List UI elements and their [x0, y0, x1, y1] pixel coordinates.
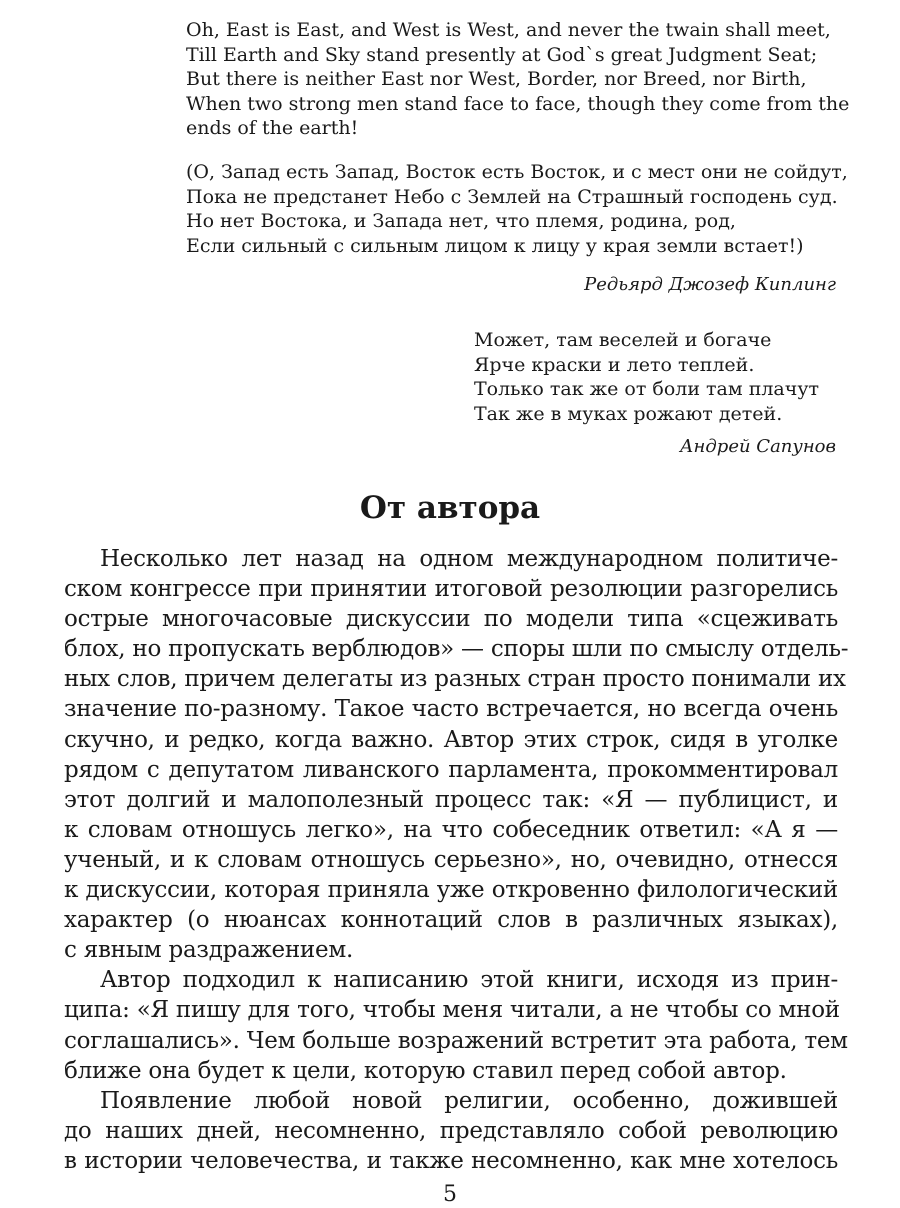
section-heading: От автора	[359, 490, 541, 526]
poem-line: Так же в муках рожают детей.	[474, 402, 783, 425]
text-line: этот долгий и малополезный процесс так: «Я — публицист, и	[64, 786, 838, 813]
text-line: Несколько лет назад на одном международном политиче-	[100, 546, 838, 572]
poem-line: But there is neither East nor West, Border, nor Breed, nor Birth,	[186, 68, 807, 91]
text-line: блох, но пропускать верблюдов» — споры шли по смыслу отдель-	[64, 636, 849, 663]
poem-line: Till Earth and Sky stand presently at God`s great Judgment Seat;	[186, 43, 818, 66]
poem-line: Может, там веселей и богаче	[474, 329, 772, 351]
paragraph-1	[64, 544, 849, 965]
poem-line: When two strong men stand face to face, though they come from the	[186, 92, 850, 115]
text-line: ближе она будет к цели, которую ставил перед собой автор.	[64, 1057, 787, 1084]
poem-line: Только так же от боли там плачут	[474, 378, 820, 401]
poem-line: ends of the earth!	[186, 117, 359, 140]
epigraph-author-sapunov: Андрей Сапунов	[679, 436, 836, 457]
stanza-gap	[186, 141, 836, 160]
text-line: ципа: «Я пишу для того, чтобы меня читали, а не чтобы со мной	[64, 997, 840, 1024]
text-line: ных слов, причем делегаты из разных стран просто понимали их	[64, 666, 846, 693]
text-line: острые многочасовые дискуссии по модели типа «сцеживать	[64, 606, 838, 633]
epigraph-kipling	[186, 18, 850, 258]
poem-line: Если сильный с сильным лицом к лицу у края земли встает!)	[186, 234, 804, 257]
text-line: ском конгрессе при принятии итоговой резолюции разгорелись	[64, 576, 838, 603]
poem-line: Пока не предстанет Небо с Землей на Страшный господень суд.	[186, 185, 838, 208]
epigraph-sapunov	[474, 328, 854, 426]
poem-line: Ярче краски и лето теплей.	[474, 353, 755, 376]
text-line: скучно, и редко, когда важно. Автор этих строк, сидя в уголке	[64, 726, 838, 753]
body-text	[64, 544, 849, 1176]
text-line: Автор подходил к написанию этой книги, исходя из прин-	[100, 967, 838, 994]
text-line: Появление любой новой религии, особенно, дожившей	[100, 1087, 838, 1114]
text-line: к словам отношусь легко», на что собеседник ответил: «А я —	[64, 816, 838, 843]
poem-line: Oh, East is East, and West is West, and never the twain shall meet,	[186, 19, 831, 41]
text-line: до наших дней, несомненно, представляло собой революцию	[64, 1117, 838, 1144]
epigraph-author-kipling: Редьярд Джозеф Киплинг	[584, 274, 836, 295]
text-line: соглашались». Чем больше возражений встретит эта работа, тем	[64, 1027, 848, 1054]
paragraph-3	[64, 1086, 838, 1176]
text-line: с явным раздражением.	[64, 937, 354, 964]
poem-line: (О, Запад есть Запад, Восток есть Восток, и с мест они не сойдут,	[186, 160, 848, 183]
page-number: 5	[443, 1182, 457, 1207]
poem-line: Но нет Востока, и Запада нет, что племя, родина, род,	[186, 210, 736, 233]
text-line: в истории человечества, и также несомненно, как мне хотелось	[64, 1147, 838, 1174]
text-line: рядом с депутатом ливанского парламента, прокомментировал	[64, 756, 838, 783]
text-line: ученый, и к словам отношусь серьезно», но, очевидно, отнесся	[64, 846, 838, 873]
text-line: к дискуссии, которая приняла уже откровенно филологический	[64, 877, 838, 904]
text-line: характер (о нюансах коннотаций слов в различных языках),	[64, 907, 838, 934]
paragraph-2	[64, 965, 848, 1085]
text-line: значение по-разному. Такое часто встречается, но всегда очень	[64, 696, 838, 723]
